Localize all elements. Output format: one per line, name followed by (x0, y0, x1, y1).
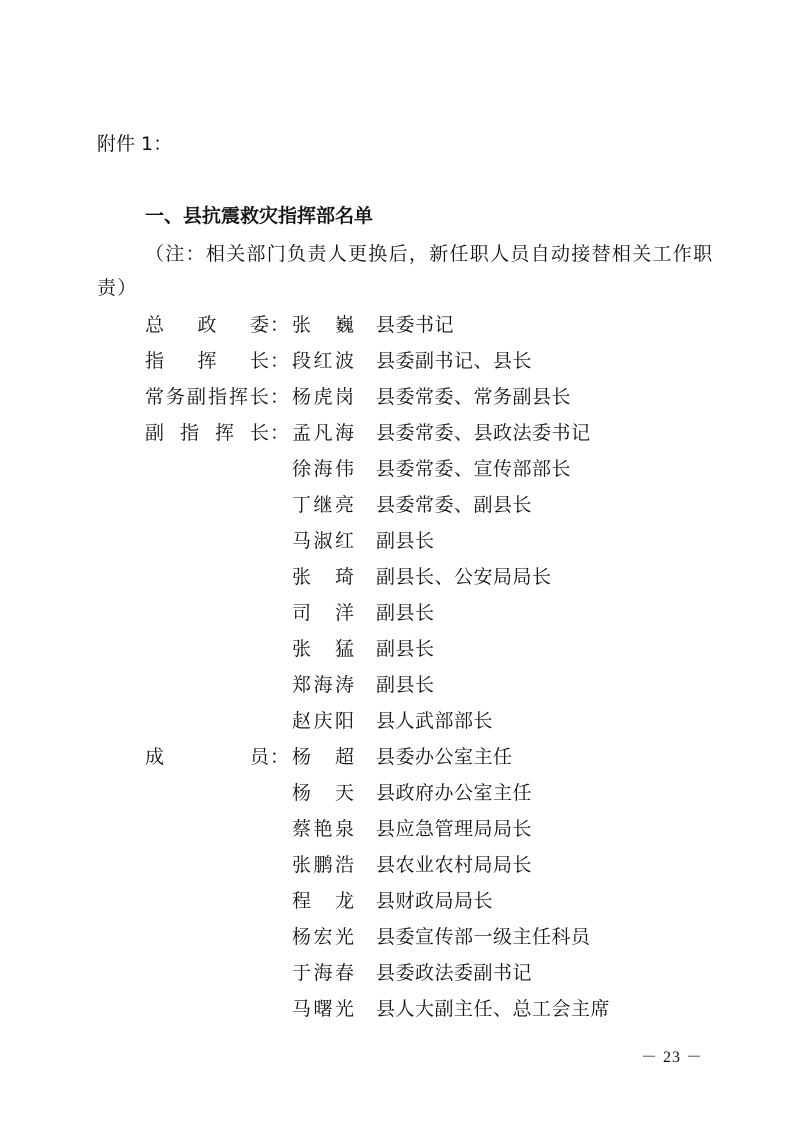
person-name: 杨 宏 光 (292, 926, 354, 948)
page-number: － 23 － (641, 1049, 704, 1066)
note-paragraph: （注：相关部门负责人更换后，新任职人员自动接替相关工作职责） (97, 243, 714, 299)
person-title: 县人武部部长 (376, 710, 494, 732)
person-name: 张 巍 (292, 314, 354, 336)
attachment-label: 附件 1： (97, 133, 173, 155)
role-label: 常 务 副 指 挥 长 (145, 386, 269, 408)
roster-row (0, 919, 793, 955)
person-name: 杨 超 (292, 746, 354, 768)
person-name: 程 龙 (292, 890, 354, 912)
person-title: 副县长 (376, 674, 435, 696)
role-colon: ： (270, 386, 290, 408)
role-label (145, 667, 269, 703)
role-colon: ： (270, 314, 290, 336)
person-name: 于 海 春 (292, 962, 354, 984)
roster-row (0, 343, 793, 379)
person-title: 县委办公室主任 (376, 746, 513, 768)
person-title: 县委政法委副书记 (376, 962, 533, 984)
role-colon: ： (270, 746, 290, 768)
person-name: 丁 继 亮 (292, 494, 354, 516)
person-title: 县委常委、宣传部部长 (376, 458, 572, 480)
person-name: 郑 海 涛 (292, 674, 354, 696)
person-name: 杨 天 (292, 782, 354, 804)
roster-row (0, 379, 793, 415)
person-title: 副县长 (376, 638, 435, 660)
person-title: 县委常委、县政法委书记 (376, 422, 591, 444)
section-heading: 一、县抗震救灾指挥部名单 (145, 205, 374, 227)
roster-row (0, 559, 793, 595)
role-label: 成 员 (145, 746, 269, 768)
role-label (145, 775, 269, 811)
roster-row (0, 307, 793, 343)
role-label (145, 703, 269, 739)
person-title: 县政府办公室主任 (376, 782, 533, 804)
role-label (145, 631, 269, 667)
roster-row (0, 775, 793, 811)
roster-list (0, 307, 793, 1027)
role-label: 总 政 委 (145, 314, 269, 336)
person-title: 县委副书记、县长 (376, 350, 533, 372)
role-label (145, 451, 269, 487)
person-name: 张 鹏 浩 (292, 854, 354, 876)
person-title: 县农业农村局局长 (376, 854, 533, 876)
person-title: 县应急管理局局长 (376, 818, 533, 840)
role-label: 指 挥 长 (145, 350, 269, 372)
role-label (145, 955, 269, 991)
role-label (145, 811, 269, 847)
role-colon: ： (270, 350, 290, 372)
person-name: 孟 凡 海 (292, 422, 354, 444)
roster-row (0, 415, 793, 451)
person-name: 徐 海 伟 (292, 458, 354, 480)
roster-row (0, 451, 793, 487)
roster-row (0, 667, 793, 703)
person-name: 蔡 艳 泉 (292, 818, 354, 840)
person-title: 县委常委、副县长 (376, 494, 533, 516)
person-title: 县人大副主任、总工会主席 (376, 998, 611, 1020)
person-name: 张 琦 (292, 566, 354, 588)
person-name: 马 曙 光 (292, 998, 354, 1020)
roster-row (0, 703, 793, 739)
role-label (145, 883, 269, 919)
roster-row (0, 955, 793, 991)
role-label (145, 559, 269, 595)
role-label (145, 991, 269, 1027)
person-name: 赵 庆 阳 (292, 710, 354, 732)
roster-row (0, 883, 793, 919)
role-label (145, 919, 269, 955)
roster-row (0, 523, 793, 559)
roster-row (0, 739, 793, 775)
role-label (145, 487, 269, 523)
person-title: 县财政局局长 (376, 890, 494, 912)
role-label (145, 847, 269, 883)
person-name: 司 洋 (292, 602, 354, 624)
role-label (145, 523, 269, 559)
person-title: 县委宣传部一级主任科员 (376, 926, 591, 948)
person-name: 段 红 波 (292, 350, 354, 372)
person-name: 杨 虎 岗 (292, 386, 354, 408)
role-label (145, 595, 269, 631)
person-title: 县委常委、常务副县长 (376, 386, 572, 408)
person-title: 副县长、公安局局长 (376, 566, 552, 588)
roster-row (0, 847, 793, 883)
role-label: 副 指 挥 长 (145, 422, 269, 444)
role-colon: ： (270, 422, 290, 444)
roster-row (0, 991, 793, 1027)
person-name: 张 猛 (292, 638, 354, 660)
roster-row (0, 811, 793, 847)
roster-row (0, 487, 793, 523)
roster-row (0, 631, 793, 667)
roster-row (0, 595, 793, 631)
person-title: 县委书记 (376, 314, 455, 336)
person-name: 马 淑 红 (292, 530, 354, 552)
person-title: 副县长 (376, 602, 435, 624)
person-title: 副县长 (376, 530, 435, 552)
